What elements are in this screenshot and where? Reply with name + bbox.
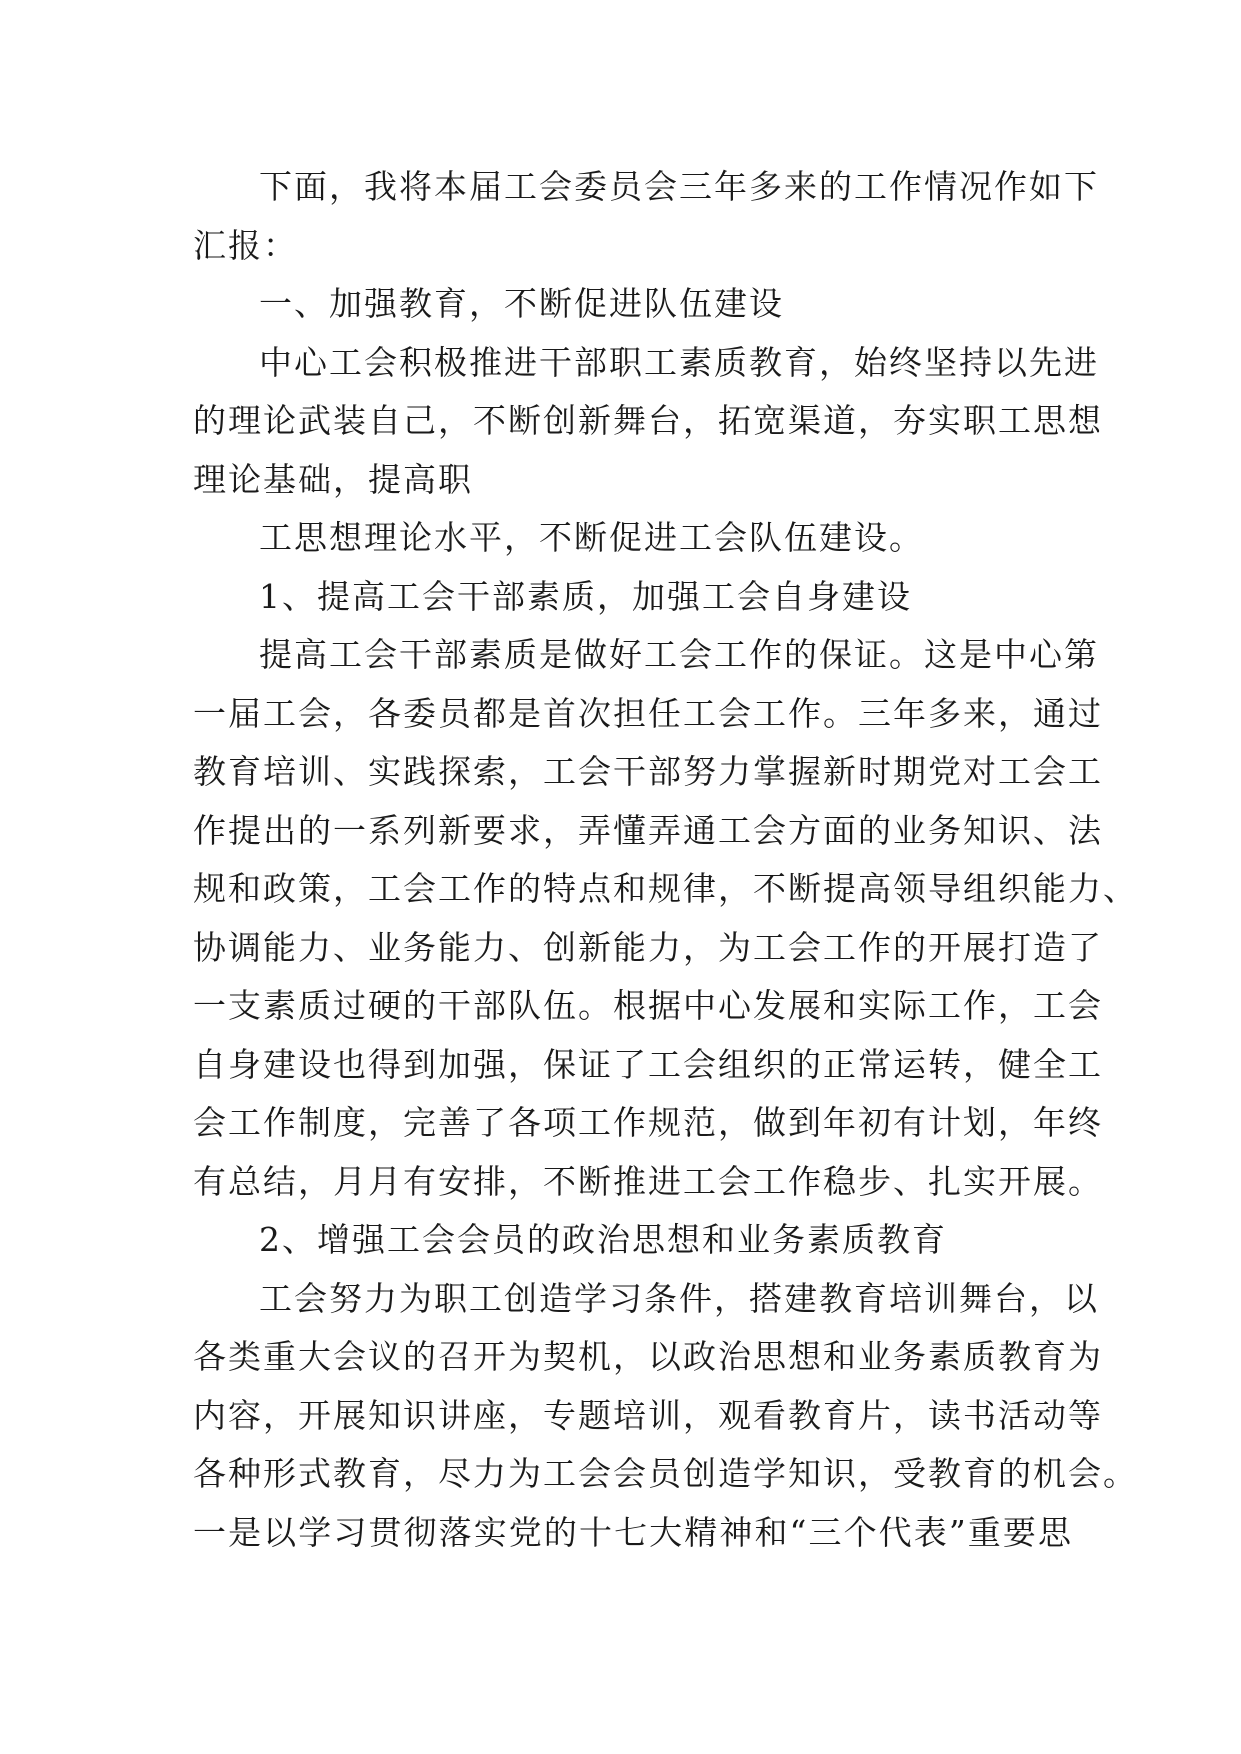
document-line: 工会努力为职工创造学习条件，搭建教育培训舞台，以	[259, 1278, 1099, 1318]
document-line: 自身建设也得到加强，保证了工会组织的正常运转，健全工	[193, 1044, 1103, 1084]
document-line: 各类重大会议的召开为契机，以政治思想和业务素质教育为	[193, 1337, 1103, 1376]
document-line: 一支素质过硬的干部队伍。根据中心发展和实际工作，工会	[193, 986, 1103, 1025]
document-line: 提高工会干部素质是做好工会工作的保证。这是中心第	[259, 635, 1099, 674]
document-line: 教育培训、实践探索，工会干部努力掌握新时期党对工会工	[193, 752, 1103, 791]
document-line: 中心工会积极推进干部职工素质教育，始终坚持以先进	[259, 342, 1099, 382]
document-line: 各种形式教育，尽力为工会会员创造学知识，受教育的机会。	[193, 1454, 1138, 1493]
document-line: 作提出的一系列新要求，弄懂弄通工会方面的业务知识、法	[193, 810, 1103, 850]
document-body	[193, 158, 1138, 1562]
document-line: 一、加强教育，不断促进队伍建设	[259, 284, 784, 323]
document-line: 协调能力、业务能力、创新能力，为工会工作的开展打造了	[193, 927, 1103, 967]
document-line: 内容，开展知识讲座，专题培训，观看教育片，读书活动等	[193, 1395, 1103, 1435]
document-line: 有总结，月月有安排，不断推进工会工作稳步、扎实开展。	[193, 1161, 1103, 1201]
document-line: 规和政策，工会工作的特点和规律，不断提高领导组织能力、	[193, 869, 1138, 908]
document-line: 汇报：	[193, 225, 298, 265]
document-line: 下面，我将本届工会委员会三年多来的工作情况作如下	[259, 167, 1099, 206]
document-line: 会工作制度，完善了各项工作规范，做到年初有计划，年终	[193, 1103, 1103, 1142]
document-line: 1、提高工会干部素质，加强工会自身建设	[259, 576, 912, 616]
document-line: 一届工会，各委员都是首次担任工会工作。三年多来，通过	[193, 693, 1103, 733]
document-line: 工思想理论水平，不断促进工会队伍建设。	[259, 518, 924, 557]
document-line: 一是以学习贯彻落实党的十七大精神和“三个代表”重要思	[193, 1512, 1073, 1552]
document-line: 2、增强工会会员的政治思想和业务素质教育	[259, 1220, 947, 1259]
document-line: 理论基础，提高职	[193, 459, 473, 499]
document-line: 的理论武装自己，不断创新舞台，拓宽渠道，夯实职工思想	[193, 401, 1103, 440]
